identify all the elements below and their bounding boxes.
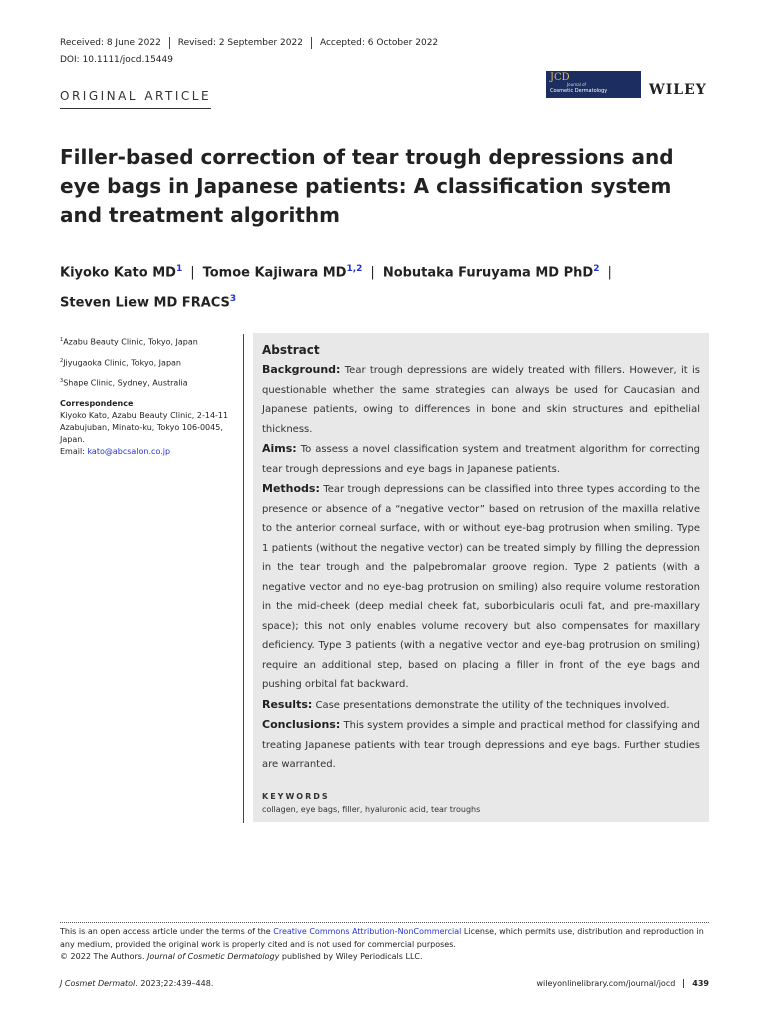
abstract-methods: Methods: Tear trough depressions can be classified into three types according to the presence or absence of a “negative vector” based on retrusion of the maxilla relative to the anterior corneal surface, with or without eye-bag protrusion when smiling. Type 1 patients (without the negative vector) can be treated simply by filling the depression in the tear trough and the palpebromalar groove region. Type 2 patients (with a negative vector and no eye-bag protrusion on smiling) also require volume restoration in the mid-cheek (deep medial cheek fat, suborbicularis oculi fat, and pre-maxillary space); this not only enables volume recovery but also compensates for maxillary deficiency. Type 3 patients (with a negative vector and eye-bag protrusion on smiling) require an additional step, based on placing a filler in front of the eye bags and pushing orbital fat backward.	[262, 482, 700, 690]
column-divider	[243, 334, 244, 823]
page-number: 439	[683, 979, 709, 988]
accepted-date: Accepted: 6 October 2022	[311, 37, 446, 49]
affiliation: $^3$Shape Clinic, Sydney, Australia	[60, 378, 188, 388]
doi[interactable]: DOI: 10.1111/jocd.15449	[60, 55, 173, 65]
abstract-results: Results: Case presentations demonstrate the utility of the techniques involved.	[262, 697, 670, 711]
citation: J Cosmet Dermatol. 2023;22:439–448.	[60, 979, 214, 988]
author-separator: |	[607, 265, 612, 281]
journal-logo-line1: Journal of	[567, 82, 586, 87]
footer-divider	[60, 922, 709, 923]
license-notice: This is an open access article under the terms of the Creative Commons Attribution-NonCommercial License, which permits use, distribution and reproduction in any medium, provided the original work is properly cited and is not used for commercial purposes. © 2022 The Authors. Journal of Cosmetic Dermatology published by Wiley Periodicals LLC.	[60, 927, 704, 961]
correspondence-address: Kiyoko Kato, Azabu Beauty Clinic, 2-14-11	[60, 410, 229, 420]
affiliations-sidebar	[60, 334, 240, 458]
email-link[interactable]: kato@abcsalon.co.jp	[87, 446, 171, 456]
keywords-list: collagen, eye bags, filler, hyaluronic acid, tear troughs	[262, 804, 481, 814]
author-name: Tomoe Kajiwara MD	[202, 265, 347, 281]
abstract-conclusions: Conclusions: This system provides a simple and practical method for classifying and treating Japanese patients with tear trough depressions and eye bags. Further studies are warranted.	[262, 718, 700, 770]
author-affiliation-link[interactable]: 1	[175, 264, 183, 274]
article-history	[60, 37, 446, 49]
affiliation: $^2$Jiyugaoka Clinic, Tokyo, Japan	[60, 357, 181, 368]
correspondence-address: Japan.	[60, 434, 85, 444]
revised-date: Revised: 2 September 2022	[169, 37, 311, 49]
author-separator: |	[190, 265, 195, 281]
author-affiliation-link[interactable]: 1,2	[346, 264, 363, 274]
affiliation: $^1$Azabu Beauty Clinic, Tokyo, Japan	[60, 337, 198, 347]
author-name: Kiyoko Kato MD	[60, 265, 176, 281]
journal-url[interactable]: wileyonlinelibrary.com/journal/jocd	[536, 979, 676, 988]
author-affiliation-link[interactable]: 3	[229, 294, 237, 305]
correspondence-address: Azabujuban, Minato-ku, Tokyo 106-0045,	[60, 422, 223, 432]
license-link[interactable]: Creative Commons Attribution-NonCommercial	[273, 927, 462, 936]
author-list	[60, 256, 700, 317]
abstract-aims: Aims: To assess a novel classification system and treatment algorithm for correcting tear trough depressions and eye bags in Japanese patients.	[262, 442, 700, 475]
correspondence-email-row: Email: kato@abcsalon.co.jp	[60, 446, 171, 456]
abstract-heading: Abstract	[262, 343, 320, 357]
received-date: Received: 8 June 2022	[60, 38, 161, 48]
journal-abbr: JCD	[550, 72, 570, 83]
author-name: Nobutaka Furuyama MD PhD	[382, 265, 594, 281]
keywords-heading: KEYWORDS	[262, 791, 330, 801]
author-affiliation-link[interactable]: 2	[593, 264, 600, 274]
correspondence-heading: Correspondence	[60, 398, 134, 408]
publisher-logo[interactable]: WILEY	[649, 82, 707, 98]
abstract-background: Background: Tear trough depressions are widely treated with fillers. However, it is questionable whether the same strategies can always be used for Caucasian and Japanese patients, owing to differences in bone and skin structures and epithelial thickness.	[262, 363, 700, 435]
abstract-box	[253, 333, 709, 822]
journal-logo-line2: Cosmetic Dermatology	[550, 88, 608, 94]
footer-right	[537, 979, 710, 988]
article-type: ORIGINAL ARTICLE	[60, 89, 211, 109]
author-separator: |	[370, 265, 375, 281]
copyright: © 2022 The Authors. Journal of Cosmetic Dermatology published by Wiley Periodicals LLC.	[60, 952, 423, 961]
author-name: Steven Liew MD FRACS	[60, 295, 230, 311]
article-title: Filler-based correction of tear trough depressions and eye bags in Japanese patients: A classification system and treatment algorithm	[60, 145, 674, 227]
journal-logo[interactable]	[546, 71, 641, 98]
